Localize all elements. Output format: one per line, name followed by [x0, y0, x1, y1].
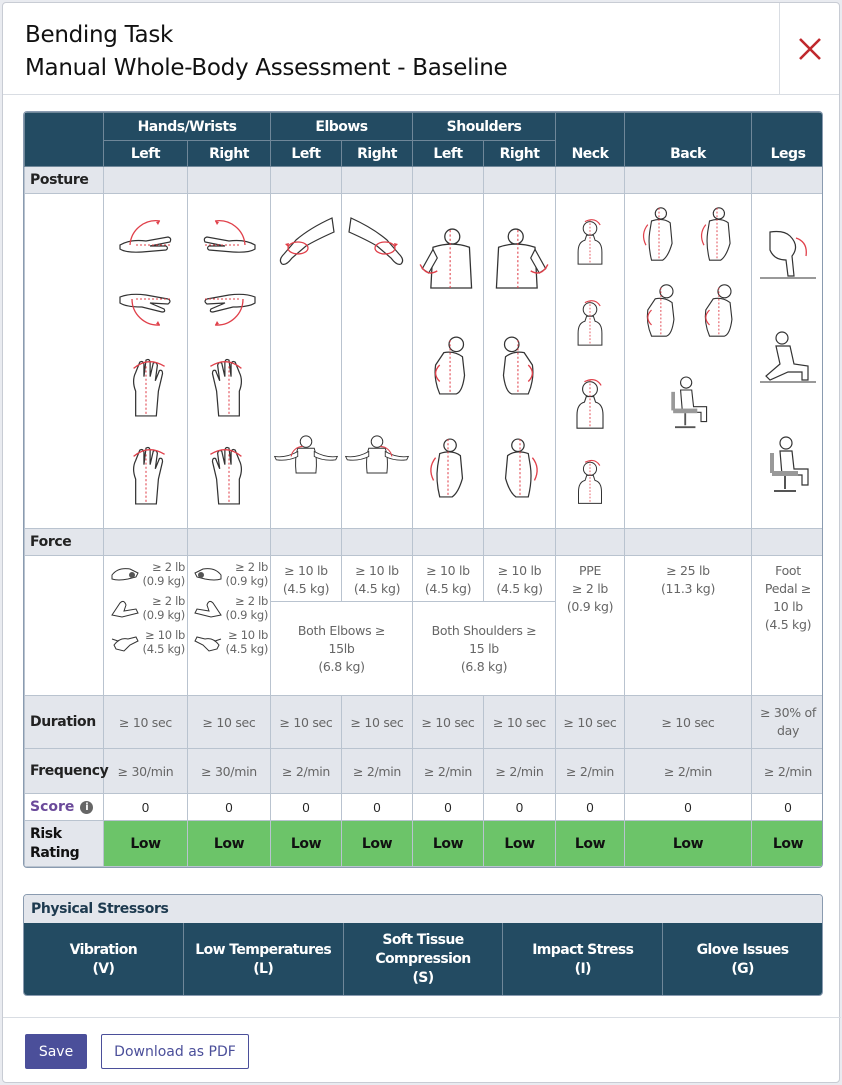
force-legs[interactable]: Foot Pedal ≥ 10 lb (4.5 kg) [752, 556, 823, 696]
wrist-ulnar-deviation-icon[interactable] [206, 444, 252, 506]
frequency-cell[interactable]: ≥ 2/min [271, 749, 342, 794]
force-hands-left [104, 556, 188, 696]
score-cell: 0 [556, 794, 625, 821]
close-icon [798, 37, 822, 61]
finger-press-icon [193, 597, 223, 619]
risk-cell: Low [271, 821, 342, 867]
modal-footer [3, 1017, 841, 1083]
wrist-flexion-icon[interactable] [198, 285, 260, 329]
score-cell: 0 [188, 794, 271, 821]
close-button[interactable] [779, 3, 839, 95]
wrist-extension-icon[interactable] [115, 215, 177, 259]
hands-left-header: Left [104, 141, 188, 167]
stressor-glove-issues[interactable]: Glove Issues (G) [662, 923, 822, 996]
force-elbow-left[interactable]: ≥ 10 lb (4.5 kg) [271, 556, 342, 602]
force-item[interactable]: ≥ 2 lb (0.9 kg) [106, 560, 185, 588]
shoulder-abduction-icon[interactable] [495, 437, 545, 499]
neck-extension-icon[interactable] [573, 297, 607, 349]
back-twist-icon[interactable] [695, 282, 739, 338]
assessment-modal [2, 2, 840, 1083]
risk-cell: Low [413, 821, 484, 867]
risk-rating-label: Risk Rating [25, 821, 104, 867]
neck-twist-icon[interactable] [570, 459, 610, 505]
force-item[interactable]: ≥ 10 lb (4.5 kg) [190, 628, 268, 656]
duration-cell[interactable]: ≥ 10 sec [271, 696, 342, 749]
modal-header [3, 3, 839, 95]
duration-label: Duration [25, 696, 104, 749]
duration-legs[interactable]: ≥ 30% of day [752, 696, 823, 749]
stressor-soft-tissue-compression[interactable]: Soft Tissue Compression (S) [343, 923, 503, 996]
squat-icon[interactable] [760, 226, 816, 282]
wrist-radial-deviation-icon[interactable] [206, 356, 252, 418]
force-hands-right [188, 556, 271, 696]
pinch-grip-icon [193, 563, 223, 585]
frequency-cell[interactable]: ≥ 30/min [188, 749, 271, 794]
pinch-grip-icon [110, 563, 140, 585]
neck-side-bend-icon[interactable] [570, 378, 610, 430]
force-shoulder-right[interactable]: ≥ 10 lb (4.5 kg) [484, 556, 556, 602]
score-cell: 0 [752, 794, 823, 821]
shoulder-rotation-icon[interactable] [495, 334, 545, 396]
save-button[interactable]: Save [25, 1034, 87, 1069]
duration-cell[interactable]: ≥ 10 sec [342, 696, 413, 749]
force-elbow-right[interactable]: ≥ 10 lb (4.5 kg) [342, 556, 413, 602]
torso-side-icon[interactable] [273, 424, 339, 484]
posture-neck[interactable] [556, 194, 625, 529]
finger-press-icon [110, 597, 140, 619]
hands-right-header: Right [188, 141, 271, 167]
force-row-empty [25, 556, 104, 696]
wrist-flexion-icon[interactable] [115, 285, 177, 329]
frequency-label: Frequency [25, 749, 104, 794]
posture-row-empty [25, 194, 104, 529]
kneel-icon[interactable] [760, 330, 816, 386]
shoulder-flexion-icon[interactable] [490, 222, 550, 294]
posture-elbows-left[interactable] [271, 194, 342, 529]
force-neck[interactable]: PPE ≥ 2 lb (0.9 kg) [556, 556, 625, 696]
frequency-cell[interactable]: ≥ 2/min [342, 749, 413, 794]
score-cell: 0 [271, 794, 342, 821]
duration-cell[interactable]: ≥ 10 sec [413, 696, 484, 749]
group-hands-wrists: Hands/Wrists [104, 113, 271, 141]
force-item[interactable]: ≥ 2 lb (0.9 kg) [106, 594, 185, 622]
frequency-cell[interactable]: ≥ 2/min [413, 749, 484, 794]
corner-header [25, 113, 104, 167]
risk-cell: Low [188, 821, 271, 867]
force-both-elbows[interactable]: Both Elbows ≥ 15lb (6.8 kg) [271, 602, 413, 696]
force-label: Force [25, 529, 104, 556]
force-back[interactable]: ≥ 25 lb (11.3 kg) [625, 556, 752, 696]
duration-cell[interactable]: ≥ 10 sec [188, 696, 271, 749]
stressor-vibration[interactable]: Vibration (V) [69, 941, 138, 977]
wrist-radial-deviation-icon[interactable] [123, 356, 169, 418]
posture-hands-right[interactable] [188, 194, 271, 529]
title-line-assessment: Manual Whole-Body Assessment - Baseline [25, 55, 508, 81]
risk-cell: Low [752, 821, 823, 867]
score-cell: 0 [484, 794, 556, 821]
group-elbows: Elbows [271, 113, 413, 141]
frequency-cell[interactable]: ≥ 2/min [625, 749, 752, 794]
risk-cell: Low [556, 821, 625, 867]
forearm-rotation-icon[interactable] [276, 214, 336, 274]
stressor-low-temperatures[interactable]: Low Temperatures (L) [183, 923, 343, 996]
frequency-cell[interactable]: ≥ 2/min [484, 749, 556, 794]
neck-flexion-icon[interactable] [573, 216, 607, 268]
forearm-rotation-icon[interactable] [347, 214, 407, 274]
posture-legs[interactable] [752, 194, 823, 529]
score-cell: 0 [342, 794, 413, 821]
seated-posture-icon[interactable] [662, 370, 714, 436]
score-label: Score i [25, 794, 104, 821]
elbows-left-header: Left [271, 141, 342, 167]
posture-elbows-right[interactable] [342, 194, 413, 529]
score-cell: 0 [625, 794, 752, 821]
torso-side-icon[interactable] [344, 424, 410, 484]
duration-cell[interactable]: ≥ 10 sec [484, 696, 556, 749]
duration-cell[interactable]: ≥ 10 sec [556, 696, 625, 749]
risk-cell: Low [625, 821, 752, 867]
shoulders-right-header: Right [484, 141, 556, 167]
posture-back[interactable] [625, 194, 752, 529]
assessment-grid [23, 111, 823, 868]
frequency-cell[interactable]: ≥ 2/min [752, 749, 823, 794]
wrist-ulnar-deviation-icon[interactable] [123, 444, 169, 506]
wrist-extension-icon[interactable] [198, 215, 260, 259]
score-cell: 0 [104, 794, 188, 821]
frequency-cell[interactable]: ≥ 30/min [104, 749, 188, 794]
modal-title [25, 19, 507, 85]
download-pdf-button[interactable]: Download as PDF [101, 1034, 249, 1069]
duration-cell[interactable]: ≥ 10 sec [104, 696, 188, 749]
group-legs: Legs [752, 113, 823, 167]
power-grip-icon [193, 631, 223, 653]
posture-label: Posture [25, 167, 104, 194]
force-item[interactable]: ≥ 10 lb (4.5 kg) [106, 628, 185, 656]
posture-shoulders-left[interactable] [413, 194, 484, 529]
shoulder-rotation-icon[interactable] [423, 334, 473, 396]
risk-cell: Low [104, 821, 188, 867]
risk-cell: Low [342, 821, 413, 867]
stressor-impact-stress[interactable]: Impact Stress (I) [502, 923, 662, 996]
physical-stressors-panel [23, 894, 823, 996]
force-item[interactable]: ≥ 2 lb (0.9 kg) [190, 594, 268, 622]
elbows-right-header: Right [342, 141, 413, 167]
posture-hands-left[interactable] [104, 194, 188, 529]
group-shoulders: Shoulders [413, 113, 556, 141]
score-cell: 0 [413, 794, 484, 821]
shoulder-abduction-icon[interactable] [423, 437, 473, 499]
group-back: Back [625, 113, 752, 167]
power-grip-icon [110, 631, 140, 653]
risk-cell: Low [484, 821, 556, 867]
seated-legs-icon[interactable] [760, 435, 816, 495]
force-shoulder-left[interactable]: ≥ 10 lb (4.5 kg) [413, 556, 484, 602]
title-line-task: Bending Task [25, 22, 174, 48]
frequency-cell[interactable]: ≥ 2/min [556, 749, 625, 794]
physical-stressors-title: Physical Stressors [24, 895, 822, 923]
shoulder-flexion-icon[interactable] [418, 222, 478, 294]
shoulders-left-header: Left [413, 141, 484, 167]
group-neck: Neck [556, 113, 625, 167]
force-both-shoulders[interactable]: Both Shoulders ≥ 15 lb (6.8 kg) [413, 602, 556, 696]
back-flexion-icon[interactable] [637, 206, 681, 262]
back-side-bend-icon[interactable] [637, 282, 681, 338]
posture-shoulders-right[interactable] [484, 194, 556, 529]
back-extension-icon[interactable] [695, 206, 739, 262]
duration-cell[interactable]: ≥ 10 sec [625, 696, 752, 749]
force-item[interactable]: ≥ 2 lb (0.9 kg) [190, 560, 268, 588]
info-icon[interactable]: i [80, 801, 93, 814]
